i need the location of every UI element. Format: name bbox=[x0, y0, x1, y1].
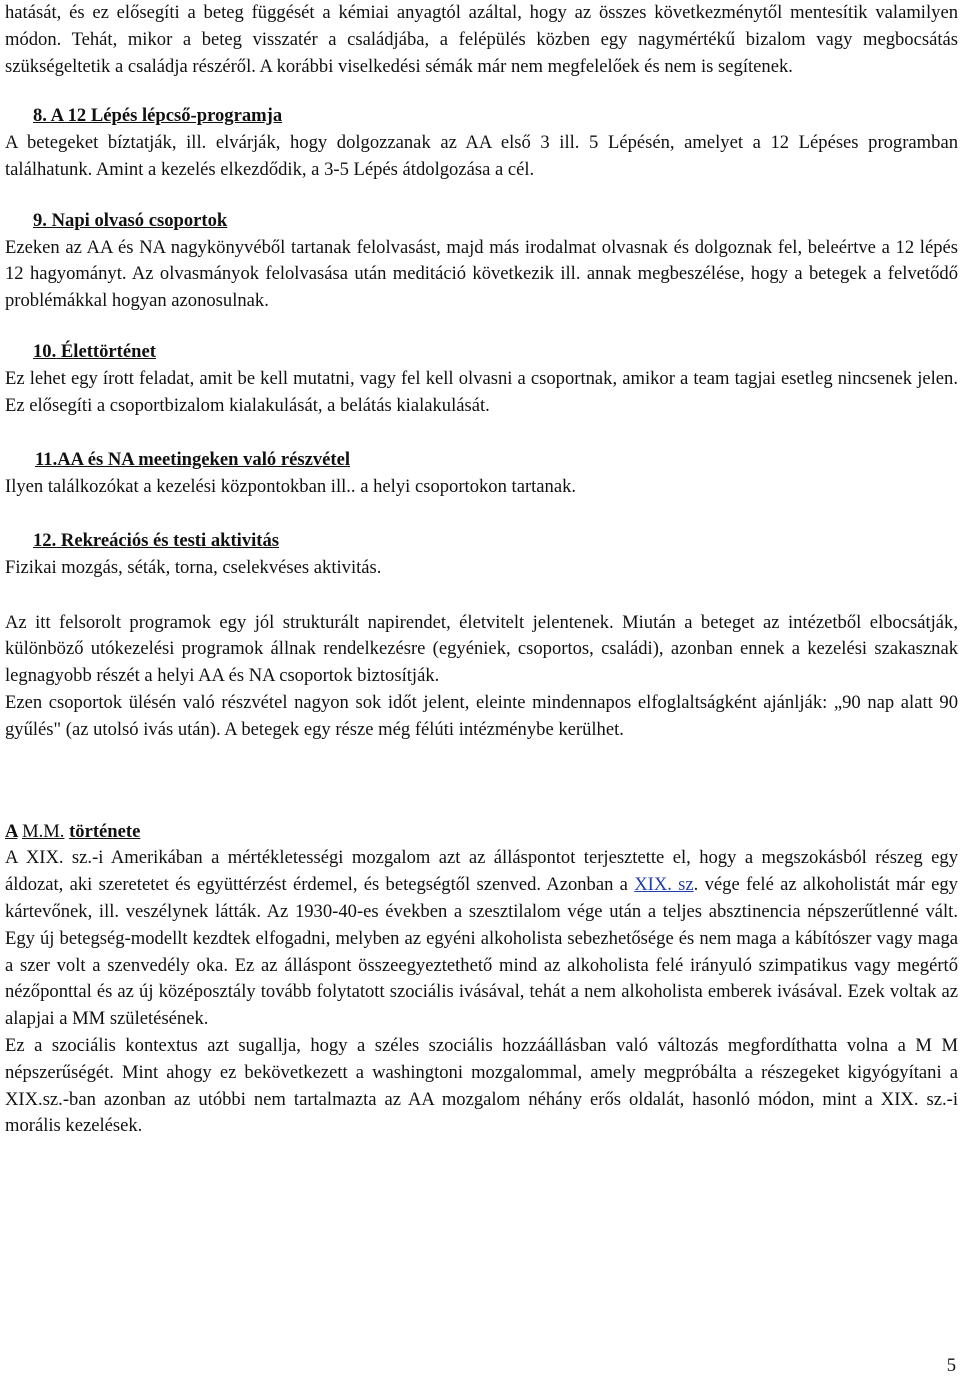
section-heading bbox=[5, 447, 958, 474]
section-12 bbox=[5, 528, 958, 582]
history-heading bbox=[5, 819, 958, 846]
section-body: Fizikai mozgás, séták, torna, cselekvéses aktivitás. bbox=[5, 556, 382, 578]
page-number: 5 bbox=[946, 1355, 956, 1376]
history-paragraph-1 bbox=[5, 845, 958, 1033]
history-p1-after: . vége felé az alkoholistát már egy kártevőnek, ill. veszélynek látták. Az 1930-40-es években a szesztilalom vége után a teljes absztinencia népszerűtlenné vált. Egy új betegség-modellt kezdtek elfogadni, melyben az egyéni alkoholista sebezhetősége és nem maga a kábítószer vagy maga a szer volt a szenvedély oka. Ez az álláspont összeegyeztethető mind az alkoholista felé irányuló szimpatikus vagy megértő nézőponttal és az új középosztály tovább folytatott szociális ivásával, tehát a nem alkoholista emberek ivásával. Ezek voltak az alapjai a MM születésének. bbox=[5, 874, 958, 1030]
summary-paragraph-1: Az itt felsorolt programok egy jól strukturált napirendet, életvitelt jelentenek. Miután a beteget az intézetből elbocsátják, különböző utókezelési programok állnak rendelkezésre (egyéniek, csoportos, családi), azonban ennek a kezelési szakasznak legnagyobb részét a helyi AA és NA csoportok biztosítják. bbox=[5, 611, 958, 687]
section-number: 9. bbox=[33, 209, 47, 231]
section-heading bbox=[5, 208, 958, 235]
section-title: A 12 Lépés lépcső-programja bbox=[50, 105, 283, 127]
section-title: AA és NA meetingeken való részvétel bbox=[57, 449, 350, 471]
section-body: Ez lehet egy írott feladat, amit be kell mutatni, vagy fel kell olvasni a csoportnak, amikor a team tagjai esetleg nincsenek jelen. Ez elősegíti a csoportbizalom kialakulását, a belátás kialakulását. bbox=[5, 367, 958, 416]
history-heading-rest: története bbox=[69, 820, 141, 842]
history-heading-a: A bbox=[5, 820, 18, 842]
section-heading bbox=[5, 103, 958, 130]
section-9 bbox=[5, 208, 958, 315]
section-title: Élettörténet bbox=[60, 340, 156, 362]
section-title: Napi olvasó csoportok bbox=[51, 209, 228, 231]
section-number: 8. bbox=[33, 105, 47, 127]
section-title: Rekreációs és testi aktivitás bbox=[60, 529, 280, 551]
section-heading bbox=[5, 339, 958, 366]
section-11 bbox=[5, 447, 958, 501]
section-10 bbox=[5, 339, 958, 419]
section-heading bbox=[5, 528, 958, 555]
section-body: Ezeken az AA és NA nagykönyvéből tartanak felolvasást, majd más irodalmat olvasnak és dolgoznak fel, beleértve a 12 lépés 12 hagyományt. Az olvasmányok felolvasása után meditáció következik ill. annak megbeszélése, hogy a betegek a felvetődő problémákkal hogyan azonosulnak. bbox=[5, 236, 958, 312]
section-number: 12. bbox=[33, 529, 57, 551]
section-number: 11. bbox=[35, 449, 58, 471]
summary-paragraph-2: Ezen csoportok ülésén való részvétel nagyon sok időt jelent, eleinte mindennapos elfoglaltságként ajánlják: „90 nap alatt 90 gyűlés" (az utolsó ivás után). A betegek egy része még félúti intézménybe kerülhet. bbox=[5, 691, 958, 740]
section-8 bbox=[5, 103, 958, 183]
section-number: 10. bbox=[33, 340, 57, 362]
history-link[interactable]: XIX. sz bbox=[634, 874, 694, 896]
history-p1-before: A XIX. sz.-i Amerikában a mértékletességi mozgalom azt az álláspontot terjesztette el, hogy a megszokásból részeg egy áldozat, aki szeretetet és együttérzést érdemel, és betegségtől szenved. Azonban a bbox=[5, 847, 958, 896]
history-paragraph-2: Ez a szociális kontextus azt sugallja, hogy a széles szociális hozzáállásban való változás megfordíthatta volna a M M népszerűségét. Mint ahogy ez bekövetkezett a washingtoni mozgalommal, amely megpróbálta a részegeket kigyógyítani a XIX.sz.-ban azonban az utóbbi nem tartalmazta az AA mozgalom néhány erős oldalát, hasonló módon, mint a XIX. sz.-i morális kezelések. bbox=[5, 1034, 958, 1137]
document-page bbox=[5, 0, 958, 1140]
intro-paragraph: hatását, és ez elősegíti a beteg függését a kémiai anyagtól azáltal, hogy az összes következménytől mentesítik valamilyen módon. Tehát, mikor a beteg visszatér a családjába, a felépülés közben egy nagymértékű bizalom vagy megbocsátás szükségeltetik a családja részéről. A korábbi viselkedési sémák már nem megfelelőek és nem is segítenek. bbox=[5, 2, 958, 77]
history-heading-mm: M.M. bbox=[22, 820, 65, 842]
section-body: A betegeket bíztatják, ill. elvárják, hogy dolgozzanak az AA első 3 ill. 5 Lépésén, amelyet a 12 Lépéses programban találhatunk. Amint a kezelés elkezdődik, a 3-5 Lépés átdolgozása a cél. bbox=[5, 132, 958, 180]
section-body: Ilyen találkozókat a kezelési központokban ill.. a helyi csoportokon tartanak. bbox=[5, 476, 577, 498]
